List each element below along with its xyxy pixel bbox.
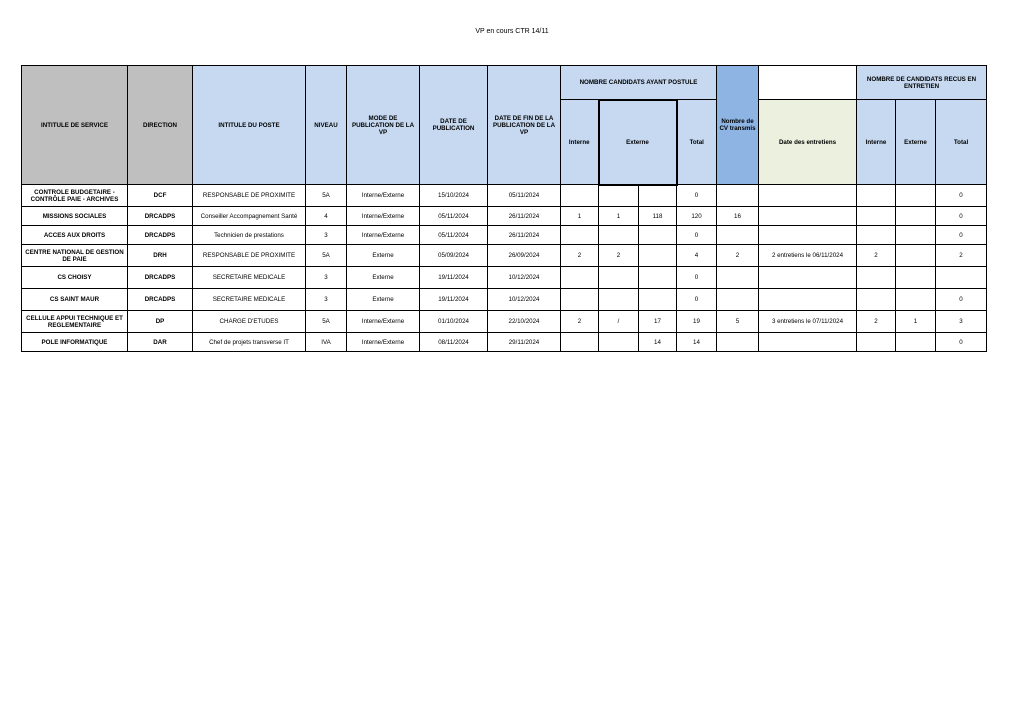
cell-date-entretiens: 2 entretiens le 06/11/2024 <box>759 245 857 267</box>
cell-poste: Chef de projets transverse IT <box>193 333 306 352</box>
cell-niveau: 3 <box>306 226 347 245</box>
cell-poste: CHARGE D'ETUDES <box>193 311 306 333</box>
cell-entretien-total: 3 <box>936 311 987 333</box>
cell-cv-transmis <box>717 289 759 311</box>
cell-cv-transmis <box>717 267 759 289</box>
table-row <box>22 289 987 311</box>
cell-entretien-interne <box>857 207 896 226</box>
cell-candidats-interne: 1 <box>561 207 599 226</box>
header-date-entretiens: Date des entretiens <box>759 100 857 185</box>
cell-direction: DRCADPS <box>128 267 193 289</box>
cell-candidats-interne: 2 <box>561 245 599 267</box>
header-blank <box>759 66 857 100</box>
cell-niveau: 5A <box>306 185 347 207</box>
cell-entretien-total: 0 <box>936 185 987 207</box>
header-entretien-externe: Externe <box>896 100 936 185</box>
cell-entretien-interne <box>857 289 896 311</box>
header-entretien-total: Total <box>936 100 987 185</box>
cell-date-entretiens <box>759 207 857 226</box>
cell-mode: Interne/Externe <box>347 207 420 226</box>
cell-candidats-total: 14 <box>677 333 717 352</box>
cell-entretien-interne <box>857 226 896 245</box>
cell-date-fin: 26/11/2024 <box>488 226 561 245</box>
cell-candidats-externe-a <box>599 185 639 207</box>
cell-direction: DRCADPS <box>128 226 193 245</box>
cell-entretien-externe: 1 <box>896 311 936 333</box>
cell-candidats-externe-b <box>639 185 677 207</box>
cell-candidats-total: 0 <box>677 226 717 245</box>
cell-date-fin: 05/11/2024 <box>488 185 561 207</box>
cell-entretien-total: 2 <box>936 245 987 267</box>
cell-candidats-interne: 2 <box>561 311 599 333</box>
cell-service: MISSIONS SOCIALES <box>22 207 128 226</box>
cell-poste: Technicien de prestations <box>193 226 306 245</box>
cell-poste: RESPONSABLE DE PROXIMITE <box>193 185 306 207</box>
table-row <box>22 311 987 333</box>
cell-entretien-total: 0 <box>936 333 987 352</box>
header-direction: DIRECTION <box>128 66 193 185</box>
vacancies-table <box>21 65 987 352</box>
cell-candidats-externe-b: 14 <box>639 333 677 352</box>
cell-candidats-externe-a: / <box>599 311 639 333</box>
cell-cv-transmis: 16 <box>717 207 759 226</box>
header-entretien-interne: Interne <box>857 100 896 185</box>
cell-candidats-interne <box>561 226 599 245</box>
cell-entretien-externe <box>896 245 936 267</box>
cell-date-publication: 08/11/2024 <box>420 333 488 352</box>
cell-candidats-interne <box>561 333 599 352</box>
header-date-publication: DATE DE PUBLICATION <box>420 66 488 185</box>
cell-cv-transmis: 5 <box>717 311 759 333</box>
header-entretiens-group: NOMBRE DE CANDIDATS RECUS EN ENTRETIEN <box>857 66 987 100</box>
cell-candidats-total: 19 <box>677 311 717 333</box>
cell-entretien-total: 0 <box>936 207 987 226</box>
cell-date-publication: 15/10/2024 <box>420 185 488 207</box>
cell-poste: RESPONSABLE DE PROXIMITE <box>193 245 306 267</box>
cell-candidats-externe-a <box>599 333 639 352</box>
cell-candidats-externe-b: 17 <box>639 311 677 333</box>
header-candidats-total: Total <box>677 100 717 185</box>
cell-date-publication: 19/11/2024 <box>420 289 488 311</box>
cell-candidats-externe-a <box>599 267 639 289</box>
table-row <box>22 226 987 245</box>
cell-candidats-interne <box>561 289 599 311</box>
header-date-fin-publication: DATE DE FIN DE LA PUBLICATION DE LA VP <box>488 66 561 185</box>
cell-entretien-total: 0 <box>936 226 987 245</box>
cell-niveau: 5A <box>306 311 347 333</box>
cell-entretien-externe <box>896 185 936 207</box>
cell-date-publication: 01/10/2024 <box>420 311 488 333</box>
header-cv-transmis: Nombre de CV transmis <box>717 66 759 185</box>
cell-entretien-interne: 2 <box>857 311 896 333</box>
cell-entretien-interne <box>857 185 896 207</box>
cell-candidats-externe-a <box>599 226 639 245</box>
cell-candidats-externe-a <box>599 289 639 311</box>
cell-cv-transmis <box>717 226 759 245</box>
header-candidats-group: NOMBRE CANDIDATS AYANT POSTULE <box>561 66 717 100</box>
table-row <box>22 185 987 207</box>
cell-candidats-total: 0 <box>677 289 717 311</box>
cell-niveau: IVA <box>306 333 347 352</box>
cell-mode: Externe <box>347 267 420 289</box>
cell-date-fin: 26/11/2024 <box>488 207 561 226</box>
table-header <box>22 66 987 185</box>
header-service: INTITULE DE SERVICE <box>22 66 128 185</box>
cell-service: ACCES AUX DROITS <box>22 226 128 245</box>
cell-date-publication: 05/09/2024 <box>420 245 488 267</box>
table-row <box>22 245 987 267</box>
cell-entretien-total: 0 <box>936 289 987 311</box>
cell-entretien-externe <box>896 207 936 226</box>
cell-direction: DCF <box>128 185 193 207</box>
cell-direction: DRCADPS <box>128 289 193 311</box>
cell-mode: Interne/Externe <box>347 226 420 245</box>
cell-mode: Externe <box>347 245 420 267</box>
cell-cv-transmis <box>717 333 759 352</box>
cell-mode: Interne/Externe <box>347 185 420 207</box>
cell-entretien-externe <box>896 333 936 352</box>
cell-candidats-externe-a: 2 <box>599 245 639 267</box>
cell-entretien-interne: 2 <box>857 245 896 267</box>
cell-mode: Externe <box>347 289 420 311</box>
cell-date-fin: 26/09/2024 <box>488 245 561 267</box>
cell-cv-transmis <box>717 185 759 207</box>
table-row <box>22 333 987 352</box>
cell-direction: DAR <box>128 333 193 352</box>
cell-candidats-externe-b <box>639 245 677 267</box>
cell-direction: DP <box>128 311 193 333</box>
header-candidats-externe: Externe <box>599 100 677 185</box>
cell-date-publication: 05/11/2024 <box>420 207 488 226</box>
cell-candidats-externe-a: 1 <box>599 207 639 226</box>
cell-niveau: 5A <box>306 245 347 267</box>
cell-candidats-interne <box>561 267 599 289</box>
cell-date-publication: 19/11/2024 <box>420 267 488 289</box>
cell-entretien-total <box>936 267 987 289</box>
cell-date-entretiens <box>759 333 857 352</box>
cell-date-entretiens <box>759 289 857 311</box>
header-candidats-interne: Interne <box>561 100 599 185</box>
cell-candidats-total: 4 <box>677 245 717 267</box>
cell-niveau: 4 <box>306 207 347 226</box>
cell-direction: DRCADPS <box>128 207 193 226</box>
cell-poste: SECRETAIRE MEDICALE <box>193 267 306 289</box>
cell-candidats-externe-b <box>639 289 677 311</box>
cell-date-fin: 10/12/2024 <box>488 289 561 311</box>
cell-date-publication: 05/11/2024 <box>420 226 488 245</box>
cell-candidats-interne <box>561 185 599 207</box>
cell-date-entretiens <box>759 226 857 245</box>
cell-date-entretiens: 3 entretiens le 07/11/2024 <box>759 311 857 333</box>
cell-date-fin: 22/10/2024 <box>488 311 561 333</box>
cell-candidats-total: 0 <box>677 185 717 207</box>
cell-cv-transmis: 2 <box>717 245 759 267</box>
cell-candidats-total: 0 <box>677 267 717 289</box>
cell-niveau: 3 <box>306 267 347 289</box>
cell-date-entretiens <box>759 185 857 207</box>
cell-candidats-total: 120 <box>677 207 717 226</box>
cell-candidats-externe-b <box>639 226 677 245</box>
cell-candidats-externe-b <box>639 267 677 289</box>
table-row <box>22 267 987 289</box>
cell-service: POLE INFORMATIQUE <box>22 333 128 352</box>
cell-entretien-externe <box>896 267 936 289</box>
cell-date-fin: 29/11/2024 <box>488 333 561 352</box>
header-mode-publication: MODE DE PUBLICATION DE LA VP <box>347 66 420 185</box>
cell-entretien-interne <box>857 333 896 352</box>
cell-mode: Interne/Externe <box>347 311 420 333</box>
cell-service: CENTRE NATIONAL DE GESTION DE PAIE <box>22 245 128 267</box>
cell-entretien-externe <box>896 289 936 311</box>
cell-poste: SECRETAIRE MEDICALE <box>193 289 306 311</box>
cell-date-entretiens <box>759 267 857 289</box>
cell-poste: Conseiller Accompagnement Santé <box>193 207 306 226</box>
cell-entretien-externe <box>896 226 936 245</box>
cell-service: CS CHOISY <box>22 267 128 289</box>
cell-niveau: 3 <box>306 289 347 311</box>
cell-service: CELLULE APPUI TECHNIQUE ET REGLEMENTAIRE <box>22 311 128 333</box>
cell-service: CS SAINT MAUR <box>22 289 128 311</box>
cell-entretien-interne <box>857 267 896 289</box>
table-row <box>22 207 987 226</box>
document-title: VP en cours CTR 14/11 <box>475 28 549 35</box>
cell-date-fin: 10/12/2024 <box>488 267 561 289</box>
table-body <box>22 185 987 352</box>
cell-direction: DRH <box>128 245 193 267</box>
header-poste: INTITULE DU POSTE <box>193 66 306 185</box>
cell-mode: Interne/Externe <box>347 333 420 352</box>
cell-candidats-externe-b: 118 <box>639 207 677 226</box>
header-niveau: NIVEAU <box>306 66 347 185</box>
cell-service: CONTROLE BUDGETAIRE - CONTRÔLE PAIE - ARCHIVES <box>22 185 128 207</box>
